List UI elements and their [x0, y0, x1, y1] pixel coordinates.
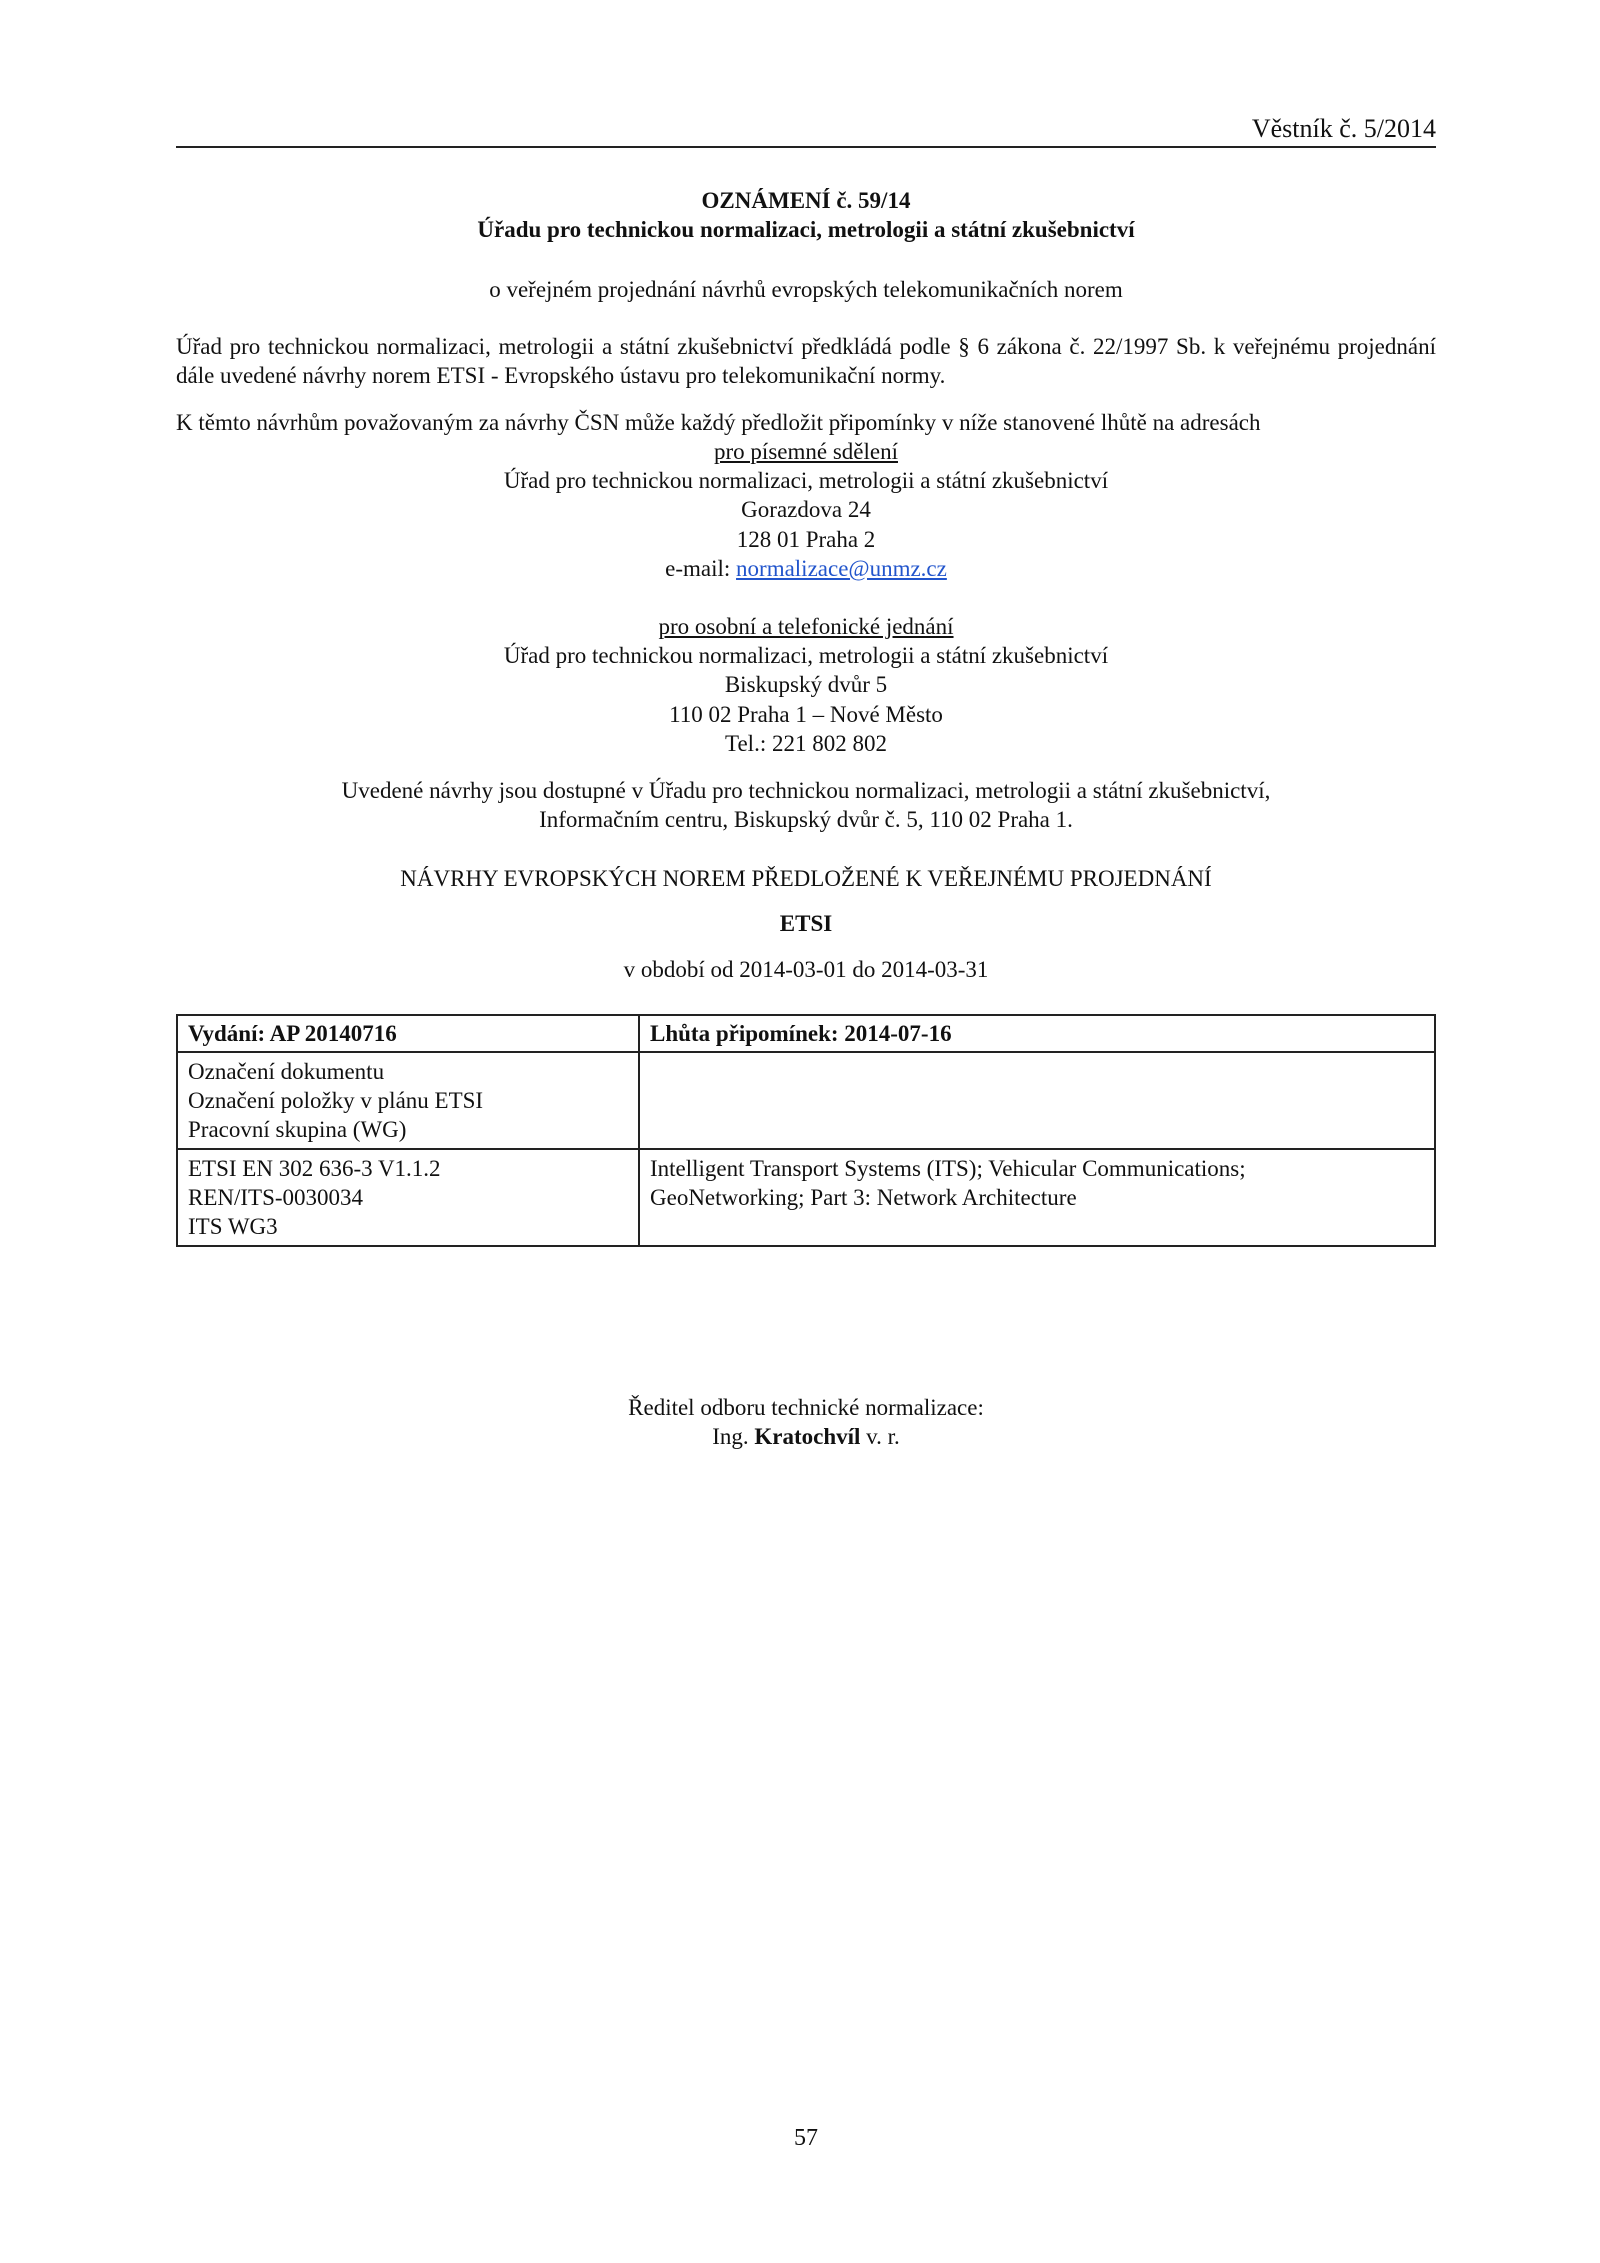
written-contact-city: 128 01 Praha 2	[736, 526, 876, 552]
comments-paragraph: K těmto návrhům považovaným za návrhy ČSN může každý předložit připomínky v níže stanovené lhůtě na adresách	[176, 410, 1261, 435]
label-plan-item: Označení položky v plánu ETSI	[188, 1088, 484, 1113]
table-row	[177, 1149, 1435, 1246]
document-title-line-2: GeoNetworking; Part 3: Network Architecture	[650, 1185, 1077, 1210]
document-title-line-1: Intelligent Transport Systems (ITS); Vehicular Communications;	[650, 1156, 1246, 1181]
page-number: 57	[794, 2125, 818, 2151]
deadline-cell: Lhůta připomínek: 2014-07-16	[639, 1015, 1435, 1052]
personal-contact-block	[176, 612, 1436, 758]
personal-contact-heading: pro osobní a telefonické jednání	[658, 614, 954, 639]
working-group: ITS WG3	[188, 1214, 278, 1239]
personal-contact-city: 110 02 Praha 1 – Nové Město	[669, 701, 943, 727]
label-working-group: Pracovní skupina (WG)	[188, 1117, 407, 1142]
written-contact-street: Gorazdova 24	[741, 497, 871, 523]
availability-line-1: Uvedené návrhy jsou dostupné v Úřadu pro technickou normalizaci, metrologii a státní zkušebnictví,	[341, 778, 1271, 803]
document-ids-cell	[177, 1149, 639, 1246]
notice-subtitle: o veřejném projednání návrhů evropských telekomunikačních norem	[489, 277, 1123, 302]
documents-table	[176, 1014, 1436, 1247]
document-id: ETSI EN 302 636-3 V1.1.2	[188, 1156, 441, 1181]
labels-cell	[177, 1052, 639, 1149]
email-link[interactable]: normalizace@unmz.cz	[736, 555, 947, 581]
written-contact-org: Úřad pro technickou normalizaci, metrologii a státní zkušebnictví	[503, 468, 1109, 494]
section-org: ETSI	[779, 911, 833, 936]
personal-contact-org: Úřad pro technickou normalizaci, metrologii a státní zkušebnictví	[503, 643, 1109, 669]
intro-line-2: dále uvedené návrhy norem ETSI - Evropského ústavu pro telekomunikační normy.	[176, 363, 946, 388]
label-document-id: Označení dokumentu	[188, 1059, 385, 1084]
personal-contact-phone: Tel.: 221 802 802	[725, 730, 887, 756]
table-header-row	[177, 1015, 1435, 1052]
intro-line-1: Úřad pro technickou normalizaci, metrologii a státní zkušebnictví předkládá podle § 6 zákona č. 22/1997 Sb. k veřejnému projednání	[176, 334, 1436, 359]
document-title-cell	[639, 1149, 1435, 1246]
signature-line	[176, 1422, 1436, 1451]
signature-role: Ředitel odboru technické normalizace:	[628, 1395, 984, 1420]
edition-cell: Vydání: AP 20140716	[177, 1015, 639, 1052]
signature-prefix: Ing.	[712, 1424, 755, 1449]
notice-issuer: Úřadu pro technickou normalizaci, metrologii a státní zkušebnictví	[477, 217, 1135, 242]
section-heading: NÁVRHY EVROPSKÝCH NOREM PŘEDLOŽENÉ K VEŘEJNÉMU PROJEDNÁNÍ	[400, 866, 1212, 891]
availability-line-2: Informačním centru, Biskupský dvůr č. 5, 110 02 Praha 1.	[539, 807, 1073, 832]
personal-contact-street: Biskupský dvůr 5	[724, 672, 888, 698]
availability-paragraph	[176, 776, 1436, 834]
plan-item-id: REN/ITS-0030034	[188, 1185, 364, 1210]
journal-issue: Věstník č. 5/2014	[1251, 114, 1436, 143]
table-labels-row	[177, 1052, 1435, 1149]
page-header	[176, 112, 1436, 148]
signature-name: Kratochvíl	[754, 1424, 861, 1449]
written-contact-heading: pro písemné sdělení	[714, 439, 898, 464]
written-contact-block	[176, 437, 1436, 583]
intro-paragraph	[176, 332, 1436, 390]
email-label: e-mail:	[665, 555, 737, 581]
notice-title: OZNÁMENÍ č. 59/14	[701, 188, 911, 213]
labels-empty-cell	[639, 1052, 1435, 1149]
written-contact-email-line	[176, 554, 1436, 583]
section-period: v období od 2014-03-01 do 2014-03-31	[623, 957, 989, 982]
signature-suffix: v. r.	[860, 1424, 900, 1449]
